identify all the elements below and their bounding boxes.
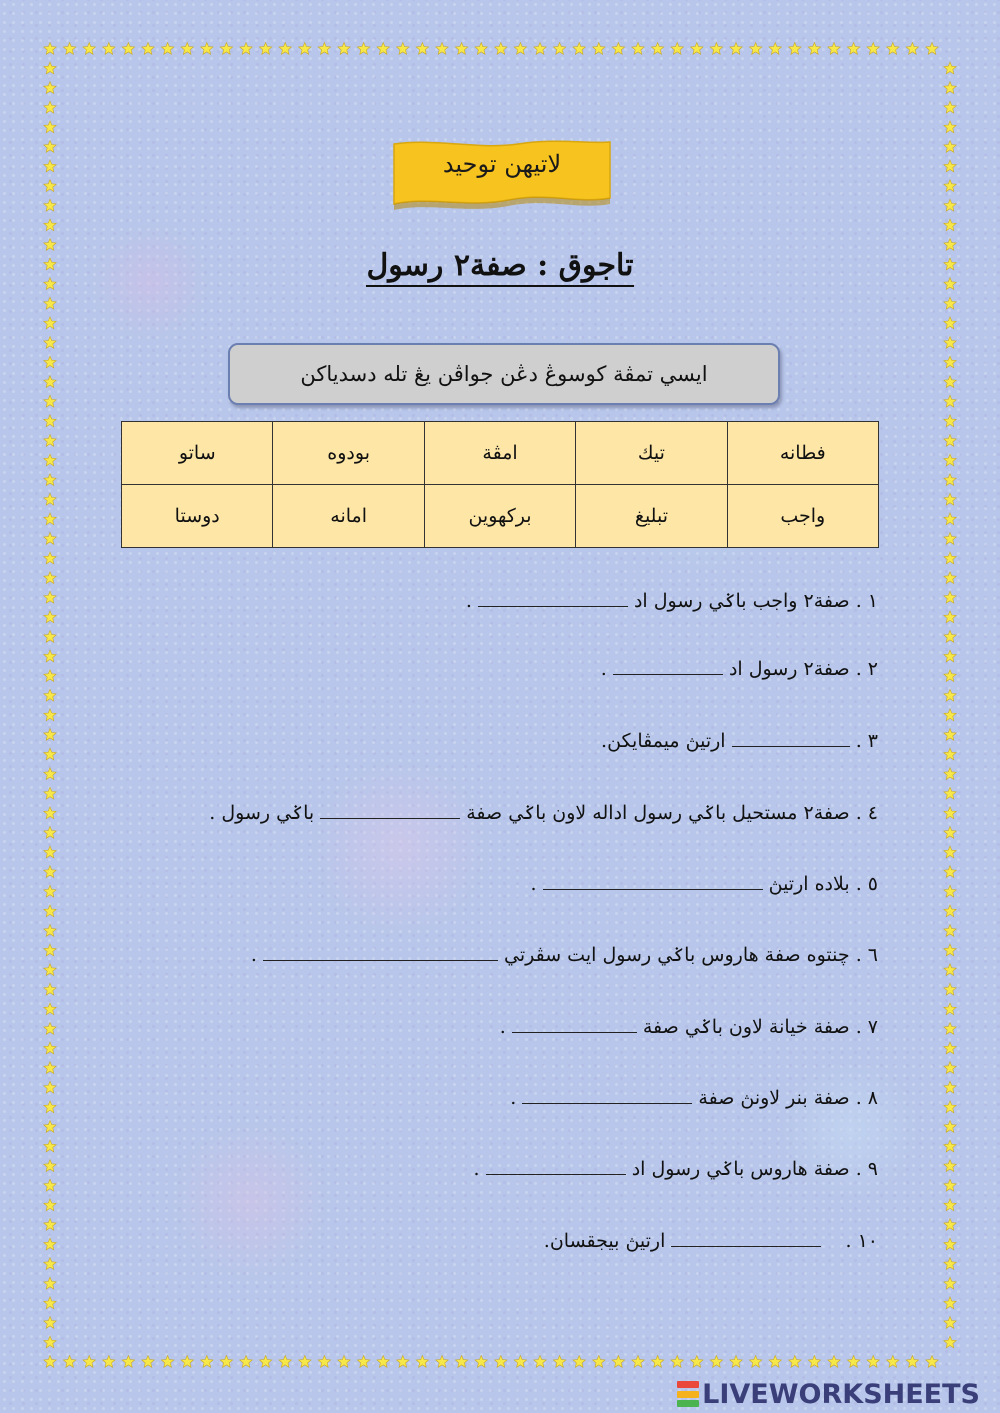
border-star (44, 1003, 56, 1015)
border-star (944, 493, 956, 505)
border-star (944, 983, 956, 995)
border-star (573, 43, 585, 55)
border-star (318, 1356, 330, 1368)
border-star (44, 670, 56, 682)
border-star (44, 807, 56, 819)
border-star (651, 1356, 663, 1368)
question-3 (601, 728, 878, 752)
border-star (201, 1356, 213, 1368)
border-star (944, 199, 956, 211)
question-7 (500, 1014, 878, 1038)
word-bank-table (121, 421, 879, 548)
border-star (632, 1356, 644, 1368)
border-star (944, 572, 956, 584)
question-10 (544, 1228, 878, 1252)
border-star (944, 1140, 956, 1152)
border-star (44, 297, 56, 309)
border-star (944, 552, 956, 564)
border-star (44, 925, 56, 937)
border-star (944, 1023, 956, 1035)
border-star (944, 591, 956, 603)
border-star (44, 983, 56, 995)
answer-blank-6[interactable] (263, 942, 498, 961)
question-end: . (465, 590, 472, 612)
border-star (44, 1199, 56, 1211)
border-star (44, 1356, 56, 1368)
border-star (906, 1356, 918, 1368)
border-star (944, 356, 956, 368)
border-star (44, 395, 56, 407)
border-star (671, 43, 683, 55)
border-star (44, 866, 56, 878)
border-star (44, 258, 56, 270)
word-cell: واجب (727, 485, 878, 548)
border-star (730, 1356, 742, 1368)
question-end: . (530, 873, 537, 895)
question-9 (474, 1156, 878, 1180)
border-star (44, 827, 56, 839)
border-star (436, 43, 448, 55)
question-text: صفة هاروس باݢي رسول اد (631, 1158, 850, 1180)
border-star (534, 43, 546, 55)
border-star (847, 1356, 859, 1368)
border-star (44, 1238, 56, 1250)
border-star (944, 1258, 956, 1270)
border-star (944, 1081, 956, 1093)
border-star (612, 1356, 624, 1368)
question-text: صفة خيانة لاون باݢي صفة (642, 1016, 850, 1038)
border-star (944, 62, 956, 74)
question-end: . (250, 944, 257, 966)
table-row (122, 422, 879, 485)
border-star (944, 1003, 956, 1015)
question-number: ٨ . (855, 1087, 878, 1109)
answer-blank-1[interactable] (478, 588, 628, 607)
border-star (279, 1356, 291, 1368)
border-star (44, 62, 56, 74)
border-star (944, 317, 956, 329)
question-end: . (600, 658, 607, 680)
border-star (514, 1356, 526, 1368)
border-star (44, 1179, 56, 1191)
border-star (377, 43, 389, 55)
border-star (926, 43, 938, 55)
border-star (944, 395, 956, 407)
border-star (338, 43, 350, 55)
border-star (944, 748, 956, 760)
border-star (44, 533, 56, 545)
border-star (944, 1121, 956, 1133)
border-star (944, 611, 956, 623)
border-star (44, 376, 56, 388)
border-star (944, 1297, 956, 1309)
border-star (944, 1179, 956, 1191)
border-star (44, 709, 56, 721)
border-star (357, 1356, 369, 1368)
border-star (887, 43, 899, 55)
border-star (944, 278, 956, 290)
border-star (828, 1356, 840, 1368)
border-star (397, 1356, 409, 1368)
border-star (44, 846, 56, 858)
border-star (122, 43, 134, 55)
border-star (944, 650, 956, 662)
logo-icon (677, 1381, 699, 1407)
word-cell: دوستا (122, 485, 273, 548)
border-star (161, 1356, 173, 1368)
answer-blank-5[interactable] (543, 871, 763, 890)
border-star (44, 1219, 56, 1231)
question-end: باݢي رسول . (209, 802, 315, 824)
border-star (44, 787, 56, 799)
border-star (769, 1356, 781, 1368)
border-star (789, 1356, 801, 1368)
border-star (944, 337, 956, 349)
border-star (944, 297, 956, 309)
border-star (944, 1101, 956, 1113)
border-star (44, 317, 56, 329)
question-number: ٤ . (855, 802, 878, 824)
border-star (318, 43, 330, 55)
border-star (944, 160, 956, 172)
border-star (44, 964, 56, 976)
border-star (44, 493, 56, 505)
border-star (44, 160, 56, 172)
border-star (847, 43, 859, 55)
border-star (44, 1297, 56, 1309)
question-number: ٢ . (855, 658, 878, 680)
border-star (808, 1356, 820, 1368)
border-star (944, 1277, 956, 1289)
border-star (944, 944, 956, 956)
answer-blank-9[interactable] (486, 1156, 626, 1175)
border-star (867, 43, 879, 55)
border-star (44, 1062, 56, 1074)
question-end: . (473, 1158, 480, 1180)
border-star (338, 1356, 350, 1368)
border-star (357, 43, 369, 55)
border-star (944, 435, 956, 447)
question-end: ارتيڽ ميمڤايكن. (601, 730, 726, 752)
border-star (44, 1081, 56, 1093)
border-star (710, 1356, 722, 1368)
border-star (671, 1356, 683, 1368)
border-star (944, 670, 956, 682)
border-star (632, 43, 644, 55)
border-star (240, 43, 252, 55)
border-star (944, 513, 956, 525)
brand-name: LIVEWORKSHEETS (702, 1378, 980, 1410)
border-star (103, 43, 115, 55)
border-star (44, 337, 56, 349)
border-star (926, 1356, 938, 1368)
border-star (828, 43, 840, 55)
border-star (944, 1042, 956, 1054)
border-star (416, 1356, 428, 1368)
border-star (573, 1356, 585, 1368)
border-star (83, 1356, 95, 1368)
word-cell: بودوه (273, 422, 424, 485)
liveworksheets-logo[interactable] (677, 1379, 980, 1409)
border-star (416, 43, 428, 55)
border-star (455, 43, 467, 55)
border-star (944, 1317, 956, 1329)
border-star (906, 43, 918, 55)
border-star (553, 43, 565, 55)
border-star (220, 1356, 232, 1368)
border-star (122, 1356, 134, 1368)
border-star (44, 650, 56, 662)
border-star (44, 82, 56, 94)
instruction-box: ايسي تمڤة كوسوڠ دڠن جواڤن يڠ تله دسدياكن (228, 343, 780, 405)
answer-blank-4[interactable] (320, 800, 460, 819)
border-star (612, 43, 624, 55)
border-star (944, 1199, 956, 1211)
border-star (44, 905, 56, 917)
border-star (944, 258, 956, 270)
border-star (455, 1356, 467, 1368)
question-end: . (510, 1087, 517, 1109)
border-star (44, 278, 56, 290)
border-star (944, 82, 956, 94)
border-star (944, 846, 956, 858)
border-star (397, 43, 409, 55)
question-end: ارتيڽ بيجقسان. (543, 1230, 666, 1252)
question-number: ٧ . (855, 1016, 878, 1038)
border-star (944, 239, 956, 251)
border-star (944, 180, 956, 192)
answer-blank-10[interactable] (671, 1228, 821, 1247)
border-star (44, 1101, 56, 1113)
border-star (44, 729, 56, 741)
border-star (710, 43, 722, 55)
border-star (944, 1062, 956, 1074)
border-star (259, 1356, 271, 1368)
question-number: ٣ . (855, 730, 878, 752)
border-star (44, 415, 56, 427)
border-star (44, 768, 56, 780)
border-star (593, 1356, 605, 1368)
border-star (944, 787, 956, 799)
border-star (514, 43, 526, 55)
page-title (300, 248, 700, 283)
border-star (44, 552, 56, 564)
border-star (691, 43, 703, 55)
border-star (867, 1356, 879, 1368)
banner-label: لاتيهن توحيد (442, 150, 562, 178)
border-star (299, 43, 311, 55)
border-star (44, 885, 56, 897)
border-star (534, 1356, 546, 1368)
word-cell: امانه (273, 485, 424, 548)
border-star (44, 944, 56, 956)
border-star (944, 905, 956, 917)
border-star (944, 807, 956, 819)
border-star (44, 454, 56, 466)
border-star (553, 1356, 565, 1368)
border-star (944, 827, 956, 839)
border-star (44, 1160, 56, 1172)
border-star (142, 1356, 154, 1368)
border-star (44, 1140, 56, 1152)
border-star (220, 43, 232, 55)
table-row (122, 485, 879, 548)
border-star (730, 43, 742, 55)
border-star (944, 101, 956, 113)
border-star (44, 180, 56, 192)
border-star (651, 43, 663, 55)
border-star (944, 689, 956, 701)
border-star (44, 219, 56, 231)
border-star (44, 1336, 56, 1348)
question-text: صفة٢ واجب باݢي رسول اد (633, 590, 850, 612)
border-star (279, 43, 291, 55)
question-text: بلاده ارتيڽ (768, 873, 850, 895)
border-star (944, 1219, 956, 1231)
word-cell: ساتو (122, 422, 273, 485)
border-star (161, 43, 173, 55)
question-text: صفة٢ رسول اد (728, 658, 850, 680)
border-star (83, 43, 95, 55)
border-star (944, 415, 956, 427)
border-star (44, 611, 56, 623)
border-star (44, 199, 56, 211)
word-cell: تبليغ (576, 485, 727, 548)
border-star (63, 1356, 75, 1368)
border-star (44, 141, 56, 153)
word-cell: فطانه (727, 422, 878, 485)
border-star (44, 689, 56, 701)
border-star (201, 43, 213, 55)
border-star (63, 43, 75, 55)
border-star (44, 1277, 56, 1289)
border-star (44, 631, 56, 643)
border-star (944, 533, 956, 545)
border-star (142, 43, 154, 55)
question-text: چنتوه صفة هاروس باݢي رسول ايت سڤرتي (504, 944, 850, 966)
question-number: ٥ . (855, 873, 878, 895)
border-star (44, 1042, 56, 1054)
answer-blank-3[interactable] (732, 728, 850, 747)
border-star (944, 964, 956, 976)
question-8 (510, 1085, 878, 1109)
border-star (44, 101, 56, 113)
border-star (44, 435, 56, 447)
border-star (944, 631, 956, 643)
question-1 (466, 588, 878, 612)
border-star (887, 1356, 899, 1368)
border-star (475, 1356, 487, 1368)
question-number: ٦ . (855, 944, 878, 966)
border-star (44, 1258, 56, 1270)
border-star (944, 454, 956, 466)
border-star (240, 1356, 252, 1368)
border-star (944, 121, 956, 133)
border-star (944, 141, 956, 153)
word-cell: امڤة (424, 422, 575, 485)
question-6 (251, 942, 878, 966)
question-4 (209, 800, 878, 824)
border-star (944, 474, 956, 486)
border-star (44, 121, 56, 133)
word-cell: تيك (576, 422, 727, 485)
border-star (103, 1356, 115, 1368)
border-star (181, 1356, 193, 1368)
border-star (944, 219, 956, 231)
question-2 (601, 656, 878, 680)
border-star (259, 43, 271, 55)
border-star (789, 43, 801, 55)
border-star (944, 1336, 956, 1348)
border-star (44, 356, 56, 368)
border-star (944, 885, 956, 897)
title-banner (388, 138, 616, 214)
border-star (749, 1356, 761, 1368)
border-star (749, 43, 761, 55)
border-star (44, 1121, 56, 1133)
border-star (495, 43, 507, 55)
border-star (944, 925, 956, 937)
border-star (944, 1160, 956, 1172)
question-number: ٩ . (855, 1158, 878, 1180)
border-star (593, 43, 605, 55)
border-star (475, 43, 487, 55)
answer-blank-8[interactable] (522, 1085, 692, 1104)
border-star (691, 1356, 703, 1368)
answer-blank-7[interactable] (512, 1014, 637, 1033)
border-star (436, 1356, 448, 1368)
border-star (944, 1238, 956, 1250)
border-star (44, 591, 56, 603)
border-star (44, 474, 56, 486)
question-number: ١ . (855, 590, 878, 612)
border-star (944, 768, 956, 780)
border-star (299, 1356, 311, 1368)
question-text: صفة٢ مستحيل باݢي رسول اداله لاون باݢي صفة (466, 802, 850, 824)
border-star (944, 866, 956, 878)
border-star (769, 43, 781, 55)
border-star (44, 239, 56, 251)
border-star (44, 1317, 56, 1329)
border-star (44, 748, 56, 760)
border-star (944, 729, 956, 741)
word-cell: برکهوين (424, 485, 575, 548)
question-text: صفة بنر لاونڽ صفة (698, 1087, 850, 1109)
border-star (377, 1356, 389, 1368)
border-star (944, 376, 956, 388)
border-star (944, 709, 956, 721)
border-star (808, 43, 820, 55)
question-5 (530, 871, 878, 895)
answer-blank-2[interactable] (613, 656, 723, 675)
question-number: ١٠ . (845, 1230, 878, 1252)
border-star (44, 43, 56, 55)
border-star (44, 572, 56, 584)
topic-title: تاجوق : صفة٢ رسول (366, 248, 633, 287)
border-star (44, 513, 56, 525)
question-end: . (499, 1016, 506, 1038)
border-star (44, 1023, 56, 1035)
border-star (495, 1356, 507, 1368)
border-star (181, 43, 193, 55)
